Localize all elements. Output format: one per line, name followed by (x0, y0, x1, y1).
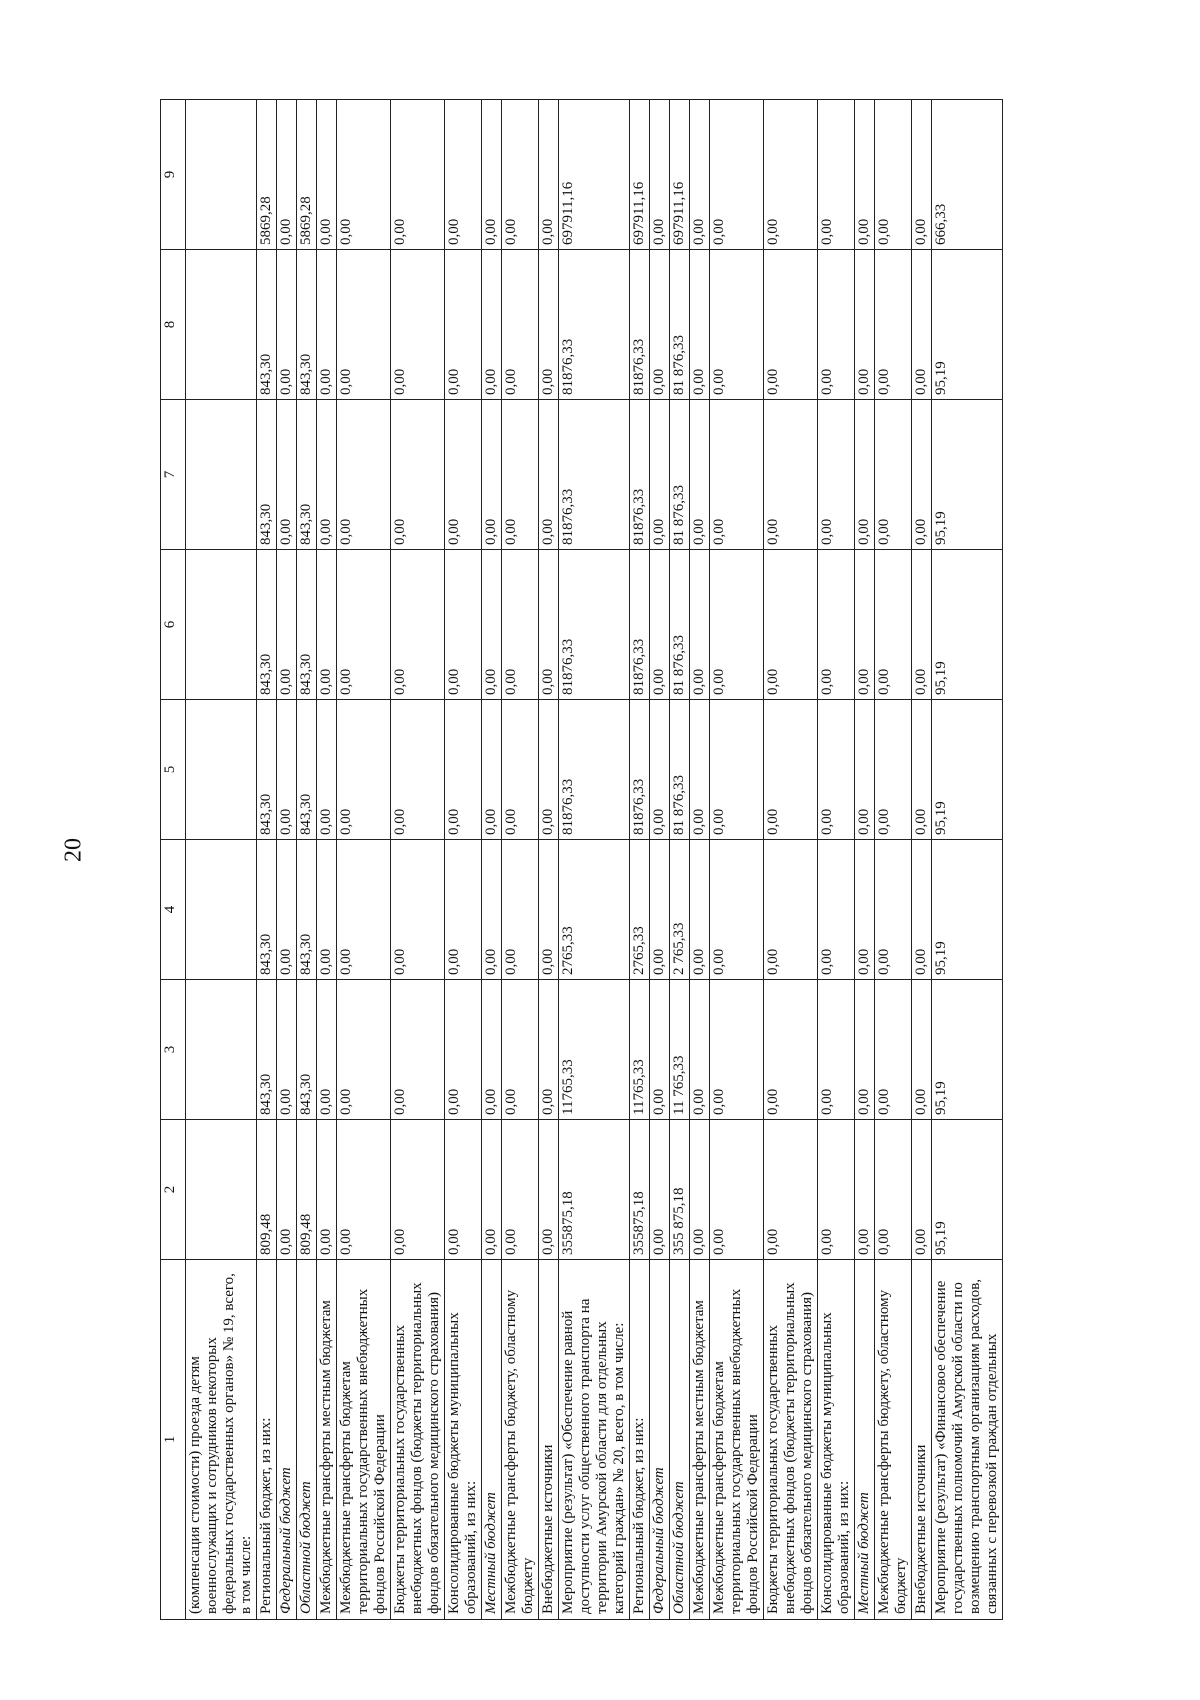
value-cell: 0,00 (875, 400, 912, 550)
value-cell: 0,00 (502, 400, 539, 550)
value-cell: 697911,16 (630, 100, 650, 250)
value-cell: 843,30 (297, 550, 317, 700)
value-cell: 0,00 (912, 980, 932, 1120)
value-cell: 0,00 (690, 100, 710, 250)
value-cell: 81876,33 (630, 700, 650, 840)
value-cell (186, 400, 257, 550)
value-cell: 0,00 (650, 400, 670, 550)
value-cell: 0,00 (445, 550, 482, 700)
table-row (630, 100, 650, 1620)
table-row (502, 100, 539, 1620)
value-cell: 666,33 (932, 100, 1003, 250)
value-cell: 697911,16 (670, 100, 690, 250)
table-row (690, 100, 710, 1620)
value-cell: 0,00 (875, 840, 912, 980)
value-cell: 0,00 (337, 700, 391, 840)
row-label: Бюджеты территориальных государственных внебюджетных фондов (бюджеты территориальных фондов обязательного медицинского страхования) (391, 1260, 445, 1620)
row-label: Региональный бюджет, из них: (630, 1260, 650, 1620)
row-label: Межбюджетные трансферты бюджету, областному бюджету (502, 1260, 539, 1620)
value-cell: 0,00 (391, 840, 445, 980)
value-cell: 0,00 (539, 400, 559, 550)
value-cell: 0,00 (875, 980, 912, 1120)
budget-table (160, 99, 1003, 1620)
value-cell: 0,00 (277, 980, 297, 1120)
value-cell: 0,00 (391, 980, 445, 1120)
value-cell: 0,00 (391, 700, 445, 840)
value-cell: 0,00 (912, 1120, 932, 1260)
value-cell: 0,00 (391, 400, 445, 550)
value-cell: 0,00 (445, 100, 482, 250)
table-row (277, 100, 297, 1620)
value-cell: 0,00 (277, 100, 297, 250)
value-cell: 0,00 (710, 840, 764, 980)
value-cell: 0,00 (855, 100, 875, 250)
table-row (445, 100, 482, 1620)
table-row (875, 100, 912, 1620)
value-cell: 0,00 (337, 250, 391, 400)
table-row (391, 100, 445, 1620)
value-cell: 81876,33 (559, 250, 630, 400)
value-cell: 0,00 (502, 100, 539, 250)
value-cell: 11765,33 (559, 980, 630, 1120)
value-cell: 0,00 (912, 250, 932, 400)
value-cell: 0,00 (818, 400, 855, 550)
value-cell: 0,00 (337, 840, 391, 980)
value-cell: 0,00 (764, 250, 818, 400)
row-label: Мероприятие (результат) «Обеспечение равной доступности услуг общественного транспорта на территории Амурской области для отдельных категорий граждан» № 20, всего, в том числе: (559, 1260, 630, 1620)
value-cell: 0,00 (650, 840, 670, 980)
value-cell: 95,19 (932, 1120, 1003, 1260)
value-cell: 0,00 (855, 250, 875, 400)
value-cell: 95,19 (932, 840, 1003, 980)
value-cell: 5869,28 (257, 100, 277, 250)
value-cell: 0,00 (912, 400, 932, 550)
value-cell: 0,00 (277, 1120, 297, 1260)
value-cell: 809,48 (297, 1120, 317, 1260)
rotated-table-container (160, 100, 1120, 1620)
value-cell: 0,00 (764, 400, 818, 550)
row-label: Внебюджетные источники (539, 1260, 559, 1620)
value-cell: 2765,33 (559, 840, 630, 980)
table-row (855, 100, 875, 1620)
value-cell: 81876,33 (559, 400, 630, 550)
value-cell: 0,00 (650, 700, 670, 840)
value-cell: 0,00 (337, 980, 391, 1120)
value-cell: 11765,33 (630, 980, 650, 1120)
value-cell: 0,00 (391, 550, 445, 700)
row-label: Областной бюджет (670, 1260, 690, 1620)
value-cell: 0,00 (818, 840, 855, 980)
value-cell: 0,00 (539, 550, 559, 700)
value-cell: 0,00 (710, 550, 764, 700)
value-cell: 0,00 (337, 550, 391, 700)
table-row (818, 100, 855, 1620)
value-cell (186, 980, 257, 1120)
column-header: 2 (161, 1120, 186, 1260)
value-cell: 0,00 (277, 400, 297, 550)
table-row (482, 100, 502, 1620)
value-cell: 0,00 (690, 550, 710, 700)
value-cell: 0,00 (482, 100, 502, 250)
value-cell: 0,00 (317, 840, 337, 980)
value-cell: 81876,33 (630, 550, 650, 700)
value-cell: 0,00 (317, 400, 337, 550)
value-cell: 0,00 (482, 400, 502, 550)
row-label: Межбюджетные трансферты бюджетам территориальных государственных внебюджетных фондов Российской Федерации (710, 1260, 764, 1620)
value-cell: 0,00 (710, 400, 764, 550)
value-cell: 0,00 (764, 100, 818, 250)
column-header: 6 (161, 550, 186, 700)
value-cell: 0,00 (539, 250, 559, 400)
value-cell: 0,00 (391, 1120, 445, 1260)
value-cell: 0,00 (710, 1120, 764, 1260)
row-label: Внебюджетные источники (912, 1260, 932, 1620)
value-cell: 0,00 (317, 550, 337, 700)
value-cell: 0,00 (710, 980, 764, 1120)
row-label: Межбюджетные трансферты бюджету, областному бюджету (875, 1260, 912, 1620)
value-cell: 843,30 (297, 840, 317, 980)
value-cell: 0,00 (317, 1120, 337, 1260)
value-cell: 81876,33 (630, 250, 650, 400)
value-cell: 0,00 (650, 1120, 670, 1260)
row-label: Мероприятие (результат) «Финансовое обеспечение государственных полномочий Амурской области по возмещению транспортным организациям расходов, связанных с перевозкой граждан отдельных (932, 1260, 1003, 1620)
column-header: 3 (161, 980, 186, 1120)
value-cell: 0,00 (650, 250, 670, 400)
table-row (257, 100, 277, 1620)
value-cell: 0,00 (818, 980, 855, 1120)
value-cell: 0,00 (337, 400, 391, 550)
value-cell: 0,00 (337, 100, 391, 250)
table-row (317, 100, 337, 1620)
value-cell: 355875,18 (559, 1120, 630, 1260)
value-cell: 0,00 (502, 250, 539, 400)
table-row (932, 100, 1003, 1620)
value-cell: 0,00 (502, 840, 539, 980)
value-cell: 0,00 (445, 400, 482, 550)
column-header: 7 (161, 400, 186, 550)
value-cell: 843,30 (297, 700, 317, 840)
value-cell: 0,00 (337, 1120, 391, 1260)
value-cell: 95,19 (932, 700, 1003, 840)
table-row (912, 100, 932, 1620)
value-cell: 0,00 (764, 840, 818, 980)
header-row (161, 100, 186, 1620)
table-row (650, 100, 670, 1620)
value-cell: 0,00 (317, 980, 337, 1120)
column-header: 5 (161, 700, 186, 840)
value-cell: 0,00 (690, 980, 710, 1120)
value-cell: 0,00 (650, 100, 670, 250)
value-cell: 81876,33 (630, 400, 650, 550)
value-cell: 81 876,33 (670, 700, 690, 840)
value-cell: 0,00 (317, 700, 337, 840)
value-cell: 0,00 (539, 700, 559, 840)
value-cell: 0,00 (855, 840, 875, 980)
value-cell: 0,00 (764, 700, 818, 840)
value-cell: 0,00 (818, 700, 855, 840)
table-body (186, 100, 1003, 1620)
table-row (297, 100, 317, 1620)
value-cell: 81876,33 (559, 700, 630, 840)
value-cell: 0,00 (539, 1120, 559, 1260)
table-row (539, 100, 559, 1620)
value-cell: 0,00 (690, 700, 710, 840)
value-cell: 0,00 (855, 400, 875, 550)
value-cell: 0,00 (502, 550, 539, 700)
value-cell: 0,00 (764, 550, 818, 700)
row-label: Федеральный бюджет (277, 1260, 297, 1620)
value-cell: 0,00 (818, 550, 855, 700)
value-cell: 95,19 (932, 250, 1003, 400)
value-cell: 0,00 (277, 250, 297, 400)
row-label: Местный бюджет (855, 1260, 875, 1620)
value-cell: 843,30 (257, 840, 277, 980)
value-cell: 355 875,18 (670, 1120, 690, 1260)
value-cell: 0,00 (690, 840, 710, 980)
value-cell: 0,00 (710, 100, 764, 250)
value-cell: 843,30 (297, 250, 317, 400)
value-cell: 0,00 (539, 980, 559, 1120)
value-cell: 0,00 (391, 250, 445, 400)
value-cell: 0,00 (482, 980, 502, 1120)
value-cell: 0,00 (875, 700, 912, 840)
value-cell: 0,00 (277, 700, 297, 840)
value-cell: 95,19 (932, 400, 1003, 550)
table-row (559, 100, 630, 1620)
value-cell: 843,30 (257, 700, 277, 840)
value-cell: 0,00 (855, 700, 875, 840)
value-cell: 0,00 (277, 550, 297, 700)
column-header: 8 (161, 250, 186, 400)
value-cell: 0,00 (482, 250, 502, 400)
value-cell: 0,00 (855, 550, 875, 700)
row-label: Региональный бюджет, из них: (257, 1260, 277, 1620)
value-cell: 0,00 (391, 100, 445, 250)
row-label: Межбюджетные трансферты бюджетам территориальных государственных внебюджетных фондов Российской Федерации (337, 1260, 391, 1620)
table-row (337, 100, 391, 1620)
value-cell: 0,00 (539, 100, 559, 250)
value-cell: 0,00 (539, 840, 559, 980)
value-cell: 0,00 (912, 100, 932, 250)
value-cell: 81 876,33 (670, 250, 690, 400)
value-cell: 0,00 (445, 980, 482, 1120)
row-label: Консолидированные бюджеты муниципальных образований, из них: (445, 1260, 482, 1620)
value-cell: 697911,16 (559, 100, 630, 250)
value-cell: 0,00 (764, 1120, 818, 1260)
value-cell: 0,00 (482, 550, 502, 700)
value-cell: 0,00 (818, 100, 855, 250)
value-cell: 5869,28 (297, 100, 317, 250)
row-label: (компенсация стоимости) проезда детям военнослужащих и сотрудников некоторых федеральных государственных органов» № 19, всего, в том числе: (186, 1260, 257, 1620)
value-cell: 0,00 (912, 700, 932, 840)
value-cell: 843,30 (257, 550, 277, 700)
value-cell: 81876,33 (559, 550, 630, 700)
row-label: Бюджеты территориальных государственных внебюджетных фондов (бюджеты территориальных фондов обязательного медицинского страхования) (764, 1260, 818, 1620)
page-number: 20 (60, 838, 87, 862)
value-cell: 0,00 (502, 1120, 539, 1260)
value-cell: 0,00 (875, 100, 912, 250)
row-label: Областной бюджет (297, 1260, 317, 1620)
value-cell: 809,48 (257, 1120, 277, 1260)
value-cell (186, 100, 257, 250)
table-row (710, 100, 764, 1620)
value-cell: 0,00 (875, 1120, 912, 1260)
column-header: 1 (161, 1260, 186, 1620)
value-cell: 843,30 (257, 400, 277, 550)
value-cell (186, 1120, 257, 1260)
value-cell: 355875,18 (630, 1120, 650, 1260)
value-cell: 0,00 (650, 980, 670, 1120)
row-label: Консолидированные бюджеты муниципальных образований, из них: (818, 1260, 855, 1620)
value-cell: 0,00 (445, 1120, 482, 1260)
table-row (670, 100, 690, 1620)
value-cell (186, 250, 257, 400)
value-cell: 0,00 (710, 700, 764, 840)
value-cell: 0,00 (690, 250, 710, 400)
value-cell: 843,30 (297, 400, 317, 550)
value-cell: 0,00 (277, 840, 297, 980)
value-cell: 0,00 (912, 550, 932, 700)
value-cell: 0,00 (764, 980, 818, 1120)
value-cell: 843,30 (257, 980, 277, 1120)
value-cell: 0,00 (502, 700, 539, 840)
value-cell: 0,00 (818, 1120, 855, 1260)
column-header: 9 (161, 100, 186, 250)
value-cell: 81 876,33 (670, 550, 690, 700)
value-cell: 95,19 (932, 980, 1003, 1120)
column-header: 4 (161, 840, 186, 980)
row-label: Межбюджетные трансферты местным бюджетам (690, 1260, 710, 1620)
value-cell: 0,00 (855, 980, 875, 1120)
value-cell: 0,00 (818, 250, 855, 400)
value-cell: 0,00 (482, 840, 502, 980)
value-cell: 0,00 (710, 250, 764, 400)
value-cell: 11 765,33 (670, 980, 690, 1120)
value-cell: 0,00 (482, 1120, 502, 1260)
value-cell (186, 700, 257, 840)
table-row (186, 100, 257, 1620)
value-cell: 2765,33 (630, 840, 650, 980)
value-cell: 0,00 (855, 1120, 875, 1260)
row-label: Местный бюджет (482, 1260, 502, 1620)
value-cell: 95,19 (932, 550, 1003, 700)
row-label: Межбюджетные трансферты местным бюджетам (317, 1260, 337, 1620)
value-cell: 0,00 (912, 840, 932, 980)
value-cell: 0,00 (445, 840, 482, 980)
value-cell: 0,00 (317, 100, 337, 250)
value-cell: 0,00 (875, 250, 912, 400)
value-cell: 0,00 (690, 1120, 710, 1260)
value-cell: 0,00 (482, 700, 502, 840)
value-cell: 0,00 (650, 550, 670, 700)
table-row (764, 100, 818, 1620)
value-cell: 0,00 (690, 400, 710, 550)
value-cell: 2 765,33 (670, 840, 690, 980)
value-cell: 0,00 (445, 250, 482, 400)
value-cell (186, 550, 257, 700)
value-cell: 843,30 (257, 250, 277, 400)
value-cell: 0,00 (445, 700, 482, 840)
row-label: Федеральный бюджет (650, 1260, 670, 1620)
value-cell: 0,00 (502, 980, 539, 1120)
value-cell: 0,00 (875, 550, 912, 700)
value-cell: 843,30 (297, 980, 317, 1120)
value-cell: 81 876,33 (670, 400, 690, 550)
value-cell: 0,00 (317, 250, 337, 400)
value-cell (186, 840, 257, 980)
